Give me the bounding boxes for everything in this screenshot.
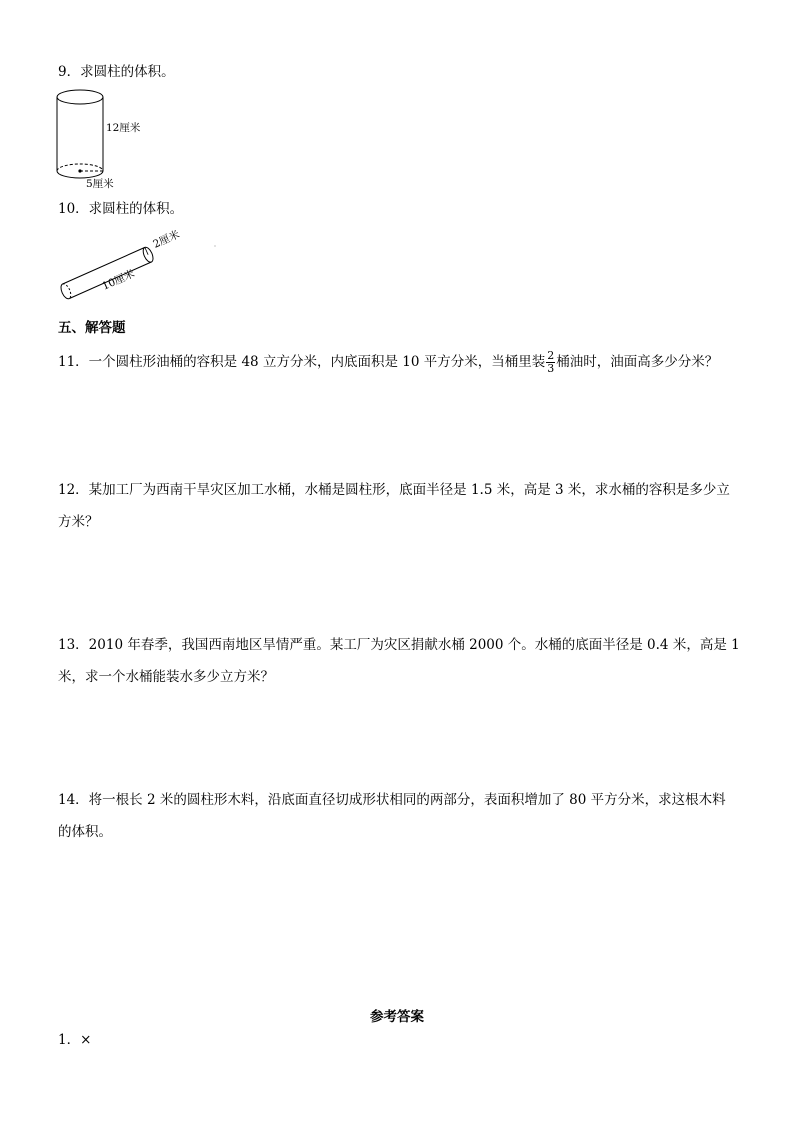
section-heading: 五、解答题 <box>58 320 126 336</box>
question-11-text <box>58 350 718 375</box>
answers-title: 参考答案 <box>370 1009 424 1025</box>
question-14-line1: 14．将一根长 2 米的圆柱形木料，沿底面直径切成形状相同的两部分，表面积增加了 80 平方分米，求这根木料 <box>58 792 726 808</box>
question-11-after: 桶油时，油面高多少分米？ <box>556 354 719 370</box>
question-11-before: 11．一个圆柱形油桶的容积是 48 立方分米，内底面积是 10 平方分米，当桶里装 <box>58 354 546 370</box>
fraction-denominator: 3 <box>547 362 555 375</box>
cylinder-figure-9 <box>50 84 150 194</box>
diameter-label: 2厘米 <box>151 228 182 251</box>
cylinder-figure-10 <box>52 228 222 303</box>
question-12-line2: 方米？ <box>58 514 99 530</box>
fraction-numerator: 2 <box>547 349 555 362</box>
question-13-line2: 米，求一个水桶能装水多少立方米？ <box>58 669 274 685</box>
base-label: 5厘米 <box>86 178 114 190</box>
question-12-line1: 12．某加工厂为西南干旱灾区加工水桶，水桶是圆柱形，底面半径是 1.5 米，高是 3 米，求水桶的容积是多少立 <box>58 482 730 498</box>
height-label: 12厘米 <box>106 122 141 134</box>
question-10-text: 10．求圆柱的体积。 <box>58 201 184 217</box>
question-13-line1: 13．2010 年春季，我国西南地区旱情严重。某工厂为灾区捐献水桶 2000 个。水桶的底面半径是 0.4 米，高是 1 <box>58 637 740 653</box>
fraction <box>546 350 555 375</box>
answer-1: 1．× <box>58 1032 92 1048</box>
length-label: 10厘米 <box>100 267 137 293</box>
question-9-text: 9．求圆柱的体积。 <box>58 64 175 80</box>
question-14-line2: 的体积。 <box>58 824 112 840</box>
